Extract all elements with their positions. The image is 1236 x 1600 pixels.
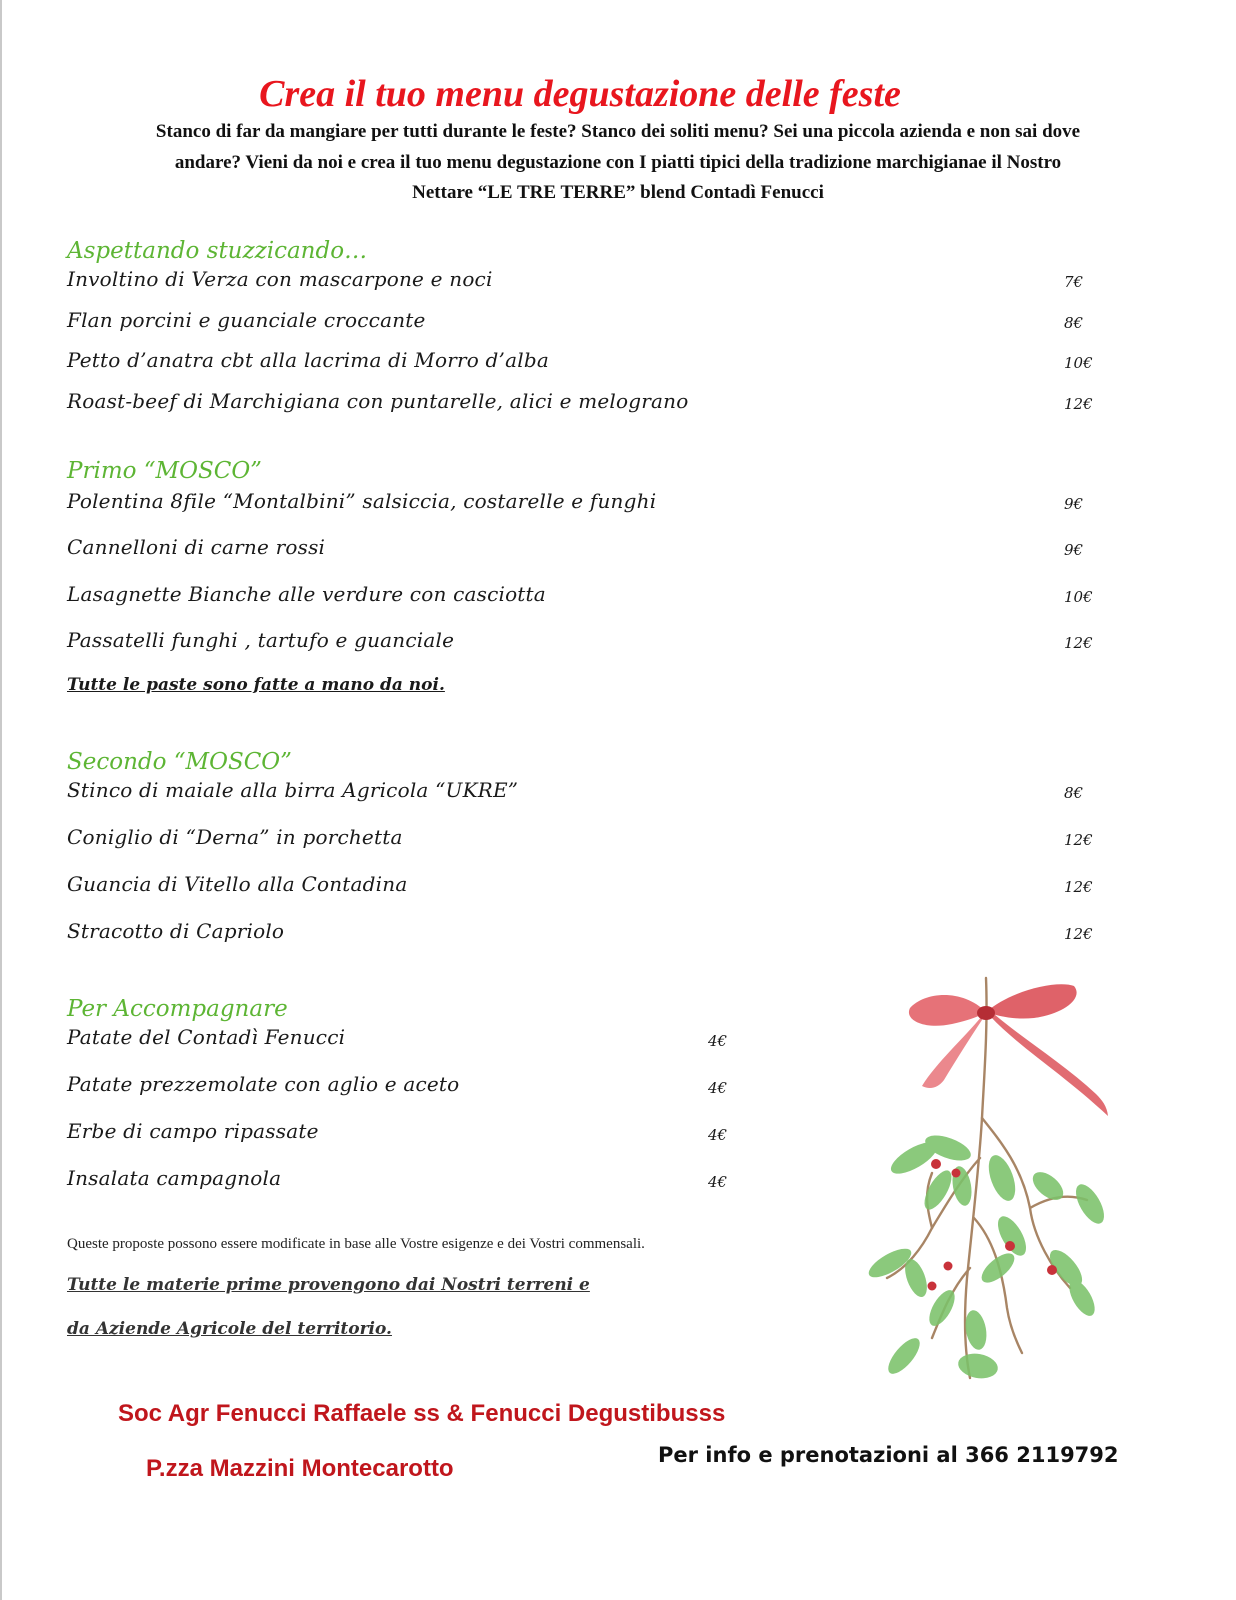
menu-item: Passatelli funghi , tartufo e guanciale (67, 628, 455, 652)
menu-item: Polentina 8file “Montalbini” salsiccia, costarelle e funghi (67, 489, 657, 513)
menu-item: Insalata campagnola (67, 1166, 282, 1190)
booking-info: Per info e prenotazioni al 366 2119792 (658, 1443, 1119, 1467)
menu-item-price: 4€ (708, 1079, 728, 1097)
intro-line: andare? Vieni da noi e crea il tuo menu degustazione con I piatti tipici della tradizione marchigianae il Nostro (174, 151, 1062, 173)
menu-item-price: 9€ (1064, 495, 1084, 513)
page-edge-rule (0, 0, 2, 1600)
section-title-antipasti: Aspettando stuzzicando… (67, 238, 368, 264)
menu-item-price: 12€ (1064, 831, 1093, 849)
menu-item: Involtino di Verza con mascarpone e noci (67, 267, 493, 291)
menu-item-price: 4€ (708, 1173, 728, 1191)
menu-item-price: 8€ (1064, 314, 1084, 332)
menu-item: Erbe di campo ripassate (67, 1119, 319, 1143)
menu-item: Stinco di maiale alla birra Agricola “UKRE” (67, 778, 519, 802)
menu-item: Flan porcini e guanciale croccante (67, 308, 426, 332)
menu-intro (96, 117, 1140, 209)
origin-note-line: Tutte le materie prime provengono dai Nostri terreni e (67, 1275, 590, 1295)
menu-item: Patate del Contadì Fenucci (67, 1025, 346, 1049)
mistletoe-stems (887, 978, 1087, 1378)
menu-item: Coniglio di “Derna” in porchetta (67, 825, 403, 849)
menu-item: Cannelloni di carne rossi (67, 535, 326, 559)
customizable-note: Queste proposte possono essere modificate in base alle Vostre esigenze e dei Vostri commensali. (67, 1236, 645, 1252)
intro-line: Nettare “LE TRE TERRE” blend Contadì Fenucci (412, 182, 824, 203)
company-name: Soc Agr Fenucci Raffaele ss & Fenucci Degustibusss (118, 1400, 726, 1427)
company-address: P.zza Mazzini Montecarotto (146, 1455, 454, 1482)
menu-item-price: 9€ (1064, 541, 1084, 559)
menu-item-price: 4€ (708, 1032, 728, 1050)
menu-item: Lasagnette Bianche alle verdure con casciotta (67, 582, 546, 606)
menu-item-price: 10€ (1064, 588, 1093, 606)
section-title-primi: Primo “MOSCO” (67, 458, 262, 484)
intro-line: Stanco di far da mangiare per tutti durante le feste? Stanco dei soliti menu? Sei una piccola azienda e non sai dove (155, 121, 1081, 142)
menu-item-price: 10€ (1064, 354, 1093, 372)
section-title-contorni: Per Accompagnare (67, 996, 288, 1022)
menu-item-price: 12€ (1064, 878, 1093, 896)
menu-item-price: 12€ (1064, 395, 1093, 413)
origin-note-line: da Aziende Agricole del territorio. (67, 1319, 392, 1339)
menu-item: Guancia di Vitello alla Contadina (67, 872, 408, 896)
menu-title: Crea il tuo menu degustazione delle feste (259, 73, 901, 115)
menu-item: Stracotto di Capriolo (67, 919, 285, 943)
menu-item-price: 8€ (1064, 784, 1084, 802)
menu-item-price: 12€ (1064, 634, 1093, 652)
menu-item: Petto d’anatra cbt alla lacrima di Morro d’alba (67, 348, 549, 372)
section-title-secondi: Secondo “MOSCO” (67, 749, 292, 775)
ribbon-bow-icon (909, 984, 1108, 1116)
mistletoe-leaves (865, 1130, 1110, 1381)
menu-item-price: 4€ (708, 1126, 728, 1144)
menu-item: Patate prezzemolate con aglio e aceto (67, 1072, 460, 1096)
menu-item: Roast-beef di Marchigiana con puntarelle, alici e melograno (67, 389, 689, 413)
mistletoe-icon (852, 968, 1122, 1398)
menu-item-price: 7€ (1064, 273, 1084, 291)
handmade-pasta-note: Tutte le paste sono fatte a mano da noi. (67, 675, 445, 695)
menu-item-price: 12€ (1064, 925, 1093, 943)
